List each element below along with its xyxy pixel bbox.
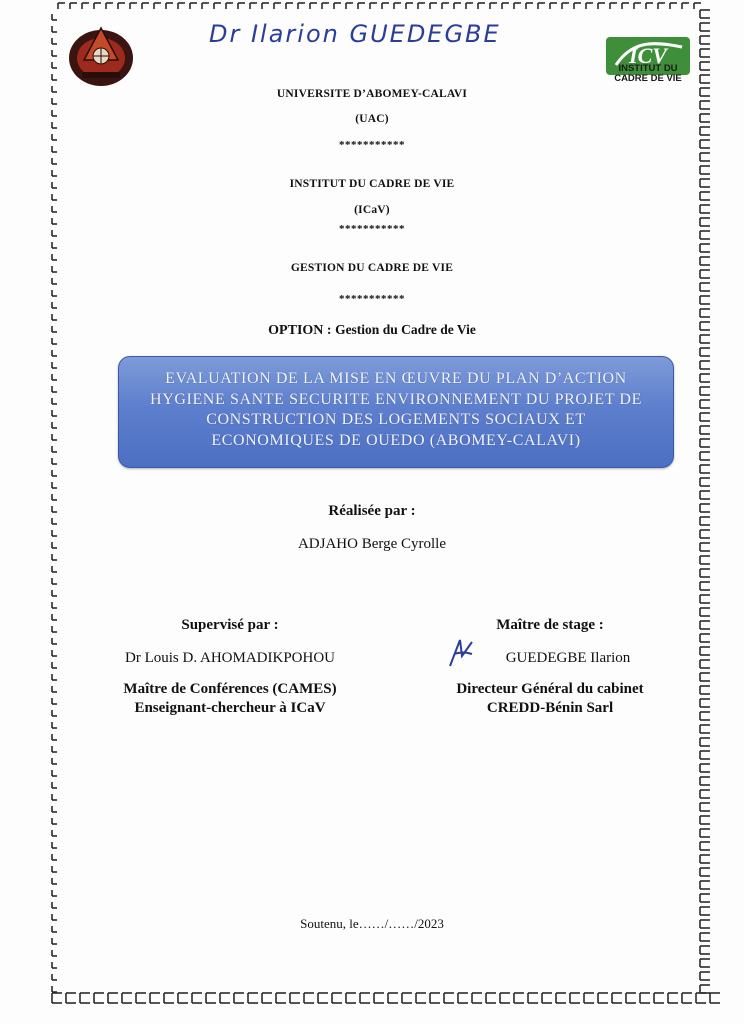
- supervisor-title: Maître de Conférences (CAMES): [123, 681, 337, 697]
- university-name: UNIVERSITE D’ABOMEY-CALAVI: [276, 88, 468, 100]
- svg-text:ICV: ICV: [629, 43, 667, 68]
- internship-master-label: Maître de stage :: [496, 617, 604, 633]
- signature: [446, 636, 476, 670]
- thesis-title: [119, 369, 673, 451]
- internship-master-block: [400, 616, 700, 718]
- title-line: HYGIENE SANTE SECURITE ENVIRONNEMENT DU PROJET DE: [150, 390, 642, 408]
- author-name: ADJAHO Berge Cyrolle: [297, 536, 447, 552]
- separator: ***********: [339, 223, 405, 235]
- title-line: ECONOMIQUES DE OUEDO (ABOMEY-CALAVI): [211, 431, 581, 449]
- title-line: EVALUATION DE LA MISE EN ŒUVRE DU PLAN D’ACTION: [165, 370, 627, 387]
- handwritten-annotation: [205, 14, 605, 54]
- svg-text:Dr Ilarion GUEDEGBE: Dr Ilarion GUEDEGBE: [209, 20, 501, 48]
- supervisor-block: [80, 616, 380, 718]
- university-abbr: (UAC): [355, 113, 389, 125]
- separator: ***********: [339, 293, 405, 305]
- institute-name: INSTITUT DU CADRE DE VIE: [289, 178, 455, 190]
- option-value: Gestion du Cadre de Vie: [335, 322, 476, 337]
- icv-logo-text: INSTITUT DU CADRE DE VIE: [614, 63, 682, 84]
- separator: ***********: [339, 139, 405, 151]
- option-line: [0, 322, 744, 339]
- department-name: GESTION DU CADRE DE VIE: [290, 262, 454, 274]
- university-logo: [64, 20, 138, 90]
- supervisor-name: Dr Louis D. AHOMADIKPOHOU: [125, 650, 335, 666]
- supervisor-title: Enseignant-chercheur à ICaV: [134, 700, 326, 716]
- supervisor-label: Supervisé par :: [181, 617, 279, 633]
- internship-master-title: Directeur Général du cabinet: [456, 681, 644, 697]
- title-line: CONSTRUCTION DES LOGEMENTS SOCIAUX ET: [206, 411, 586, 428]
- internship-master-title: CREDD-Bénin Sarl: [486, 700, 614, 716]
- defense-date: Soutenu, le……/……/2023: [300, 916, 444, 931]
- option-label: OPTION :: [268, 323, 332, 338]
- internship-master-name: GUEDEGBE Ilarion: [505, 650, 631, 666]
- thesis-title-box: [118, 356, 674, 468]
- author-label: Réalisée par :: [328, 503, 416, 519]
- institute-abbr: (ICaV): [354, 204, 390, 216]
